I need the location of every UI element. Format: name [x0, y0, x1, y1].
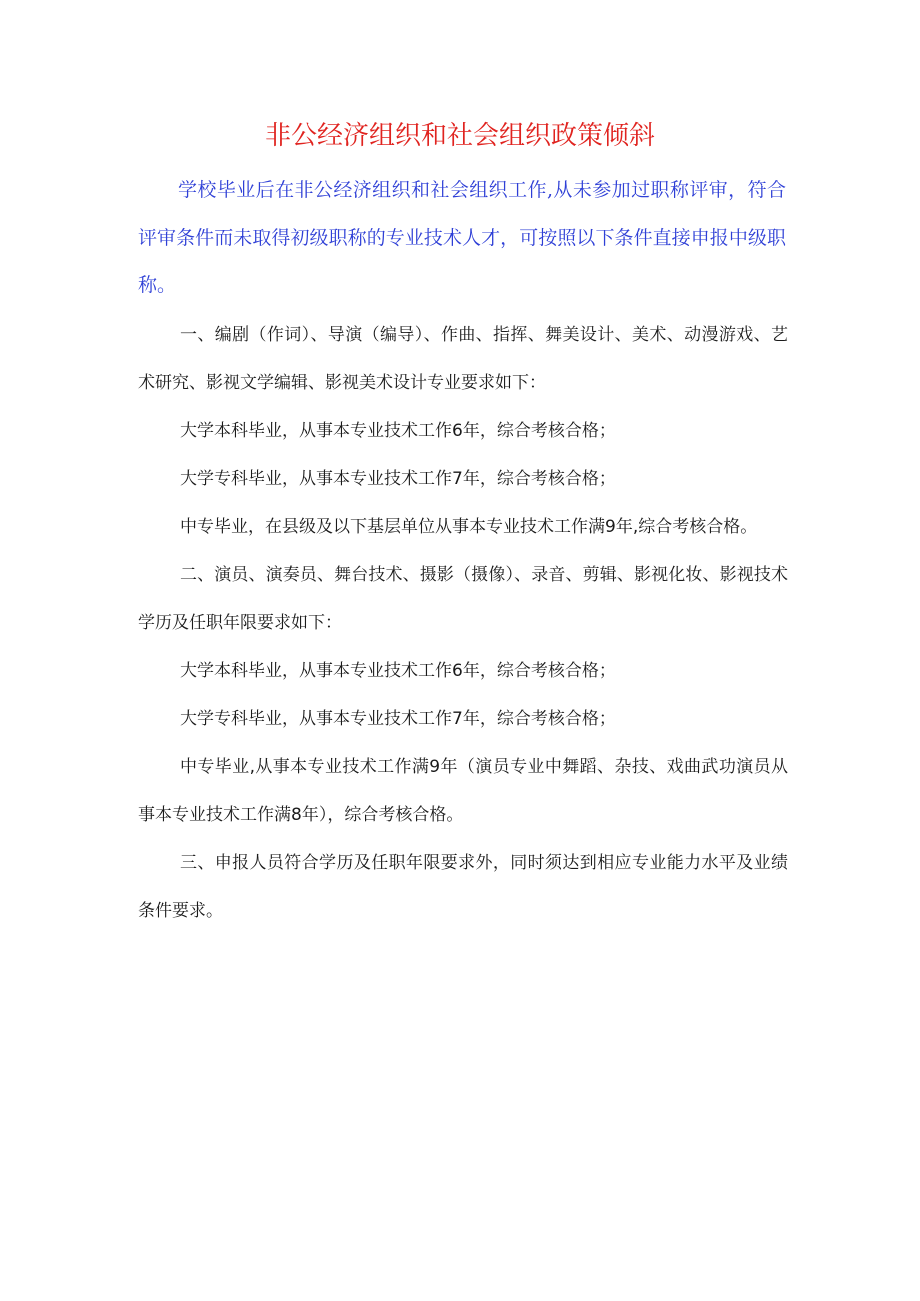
document-body	[138, 311, 788, 935]
section-two-heading: 二、演员、演奏员、舞台技术、摄影（摄像）、录音、剪辑、影视化妆、影视技术学历及任职年限要求如下：	[138, 565, 788, 633]
section-two-bachelor: 大学本科毕业，从事本专业技术工作6年，综合考核合格；	[180, 661, 616, 681]
intro-paragraph: 学校毕业后在非公经济组织和社会组织工作,从未参加过职称评审，符合评审条件而未取得初级职称的专业技术人才，可按照以下条件直接申报中级职称。	[138, 179, 786, 296]
section-one-heading: 一、编剧（作词）、导演（编导）、作曲、指挥、舞美设计、美术、动漫游戏、艺术研究、影视文学编辑、影视美术设计专业要求如下：	[138, 325, 788, 393]
section-one-bachelor: 大学本科毕业，从事本专业技术工作6年，综合考核合格；	[180, 421, 616, 441]
section-one-associate: 大学专科毕业，从事本专业技术工作7年，综合考核合格；	[180, 469, 616, 489]
section-three-paragraph: 三、申报人员符合学历及任职年限要求外，同时须达到相应专业能力水平及业绩条件要求。	[138, 853, 788, 921]
document-title: 非公经济组织和社会组织政策倾斜	[264, 121, 655, 151]
section-two-associate: 大学专科毕业，从事本专业技术工作7年，综合考核合格；	[180, 709, 616, 729]
section-two-vocational: 中专毕业,从事本专业技术工作满9年（演员专业中舞蹈、杂技、戏曲武功演员从事本专业技术工作满8年），综合考核合格。	[138, 757, 788, 825]
section-one-vocational: 中专毕业，在县级及以下基层单位从事本专业技术工作满9年,综合考核合格。	[180, 517, 758, 537]
